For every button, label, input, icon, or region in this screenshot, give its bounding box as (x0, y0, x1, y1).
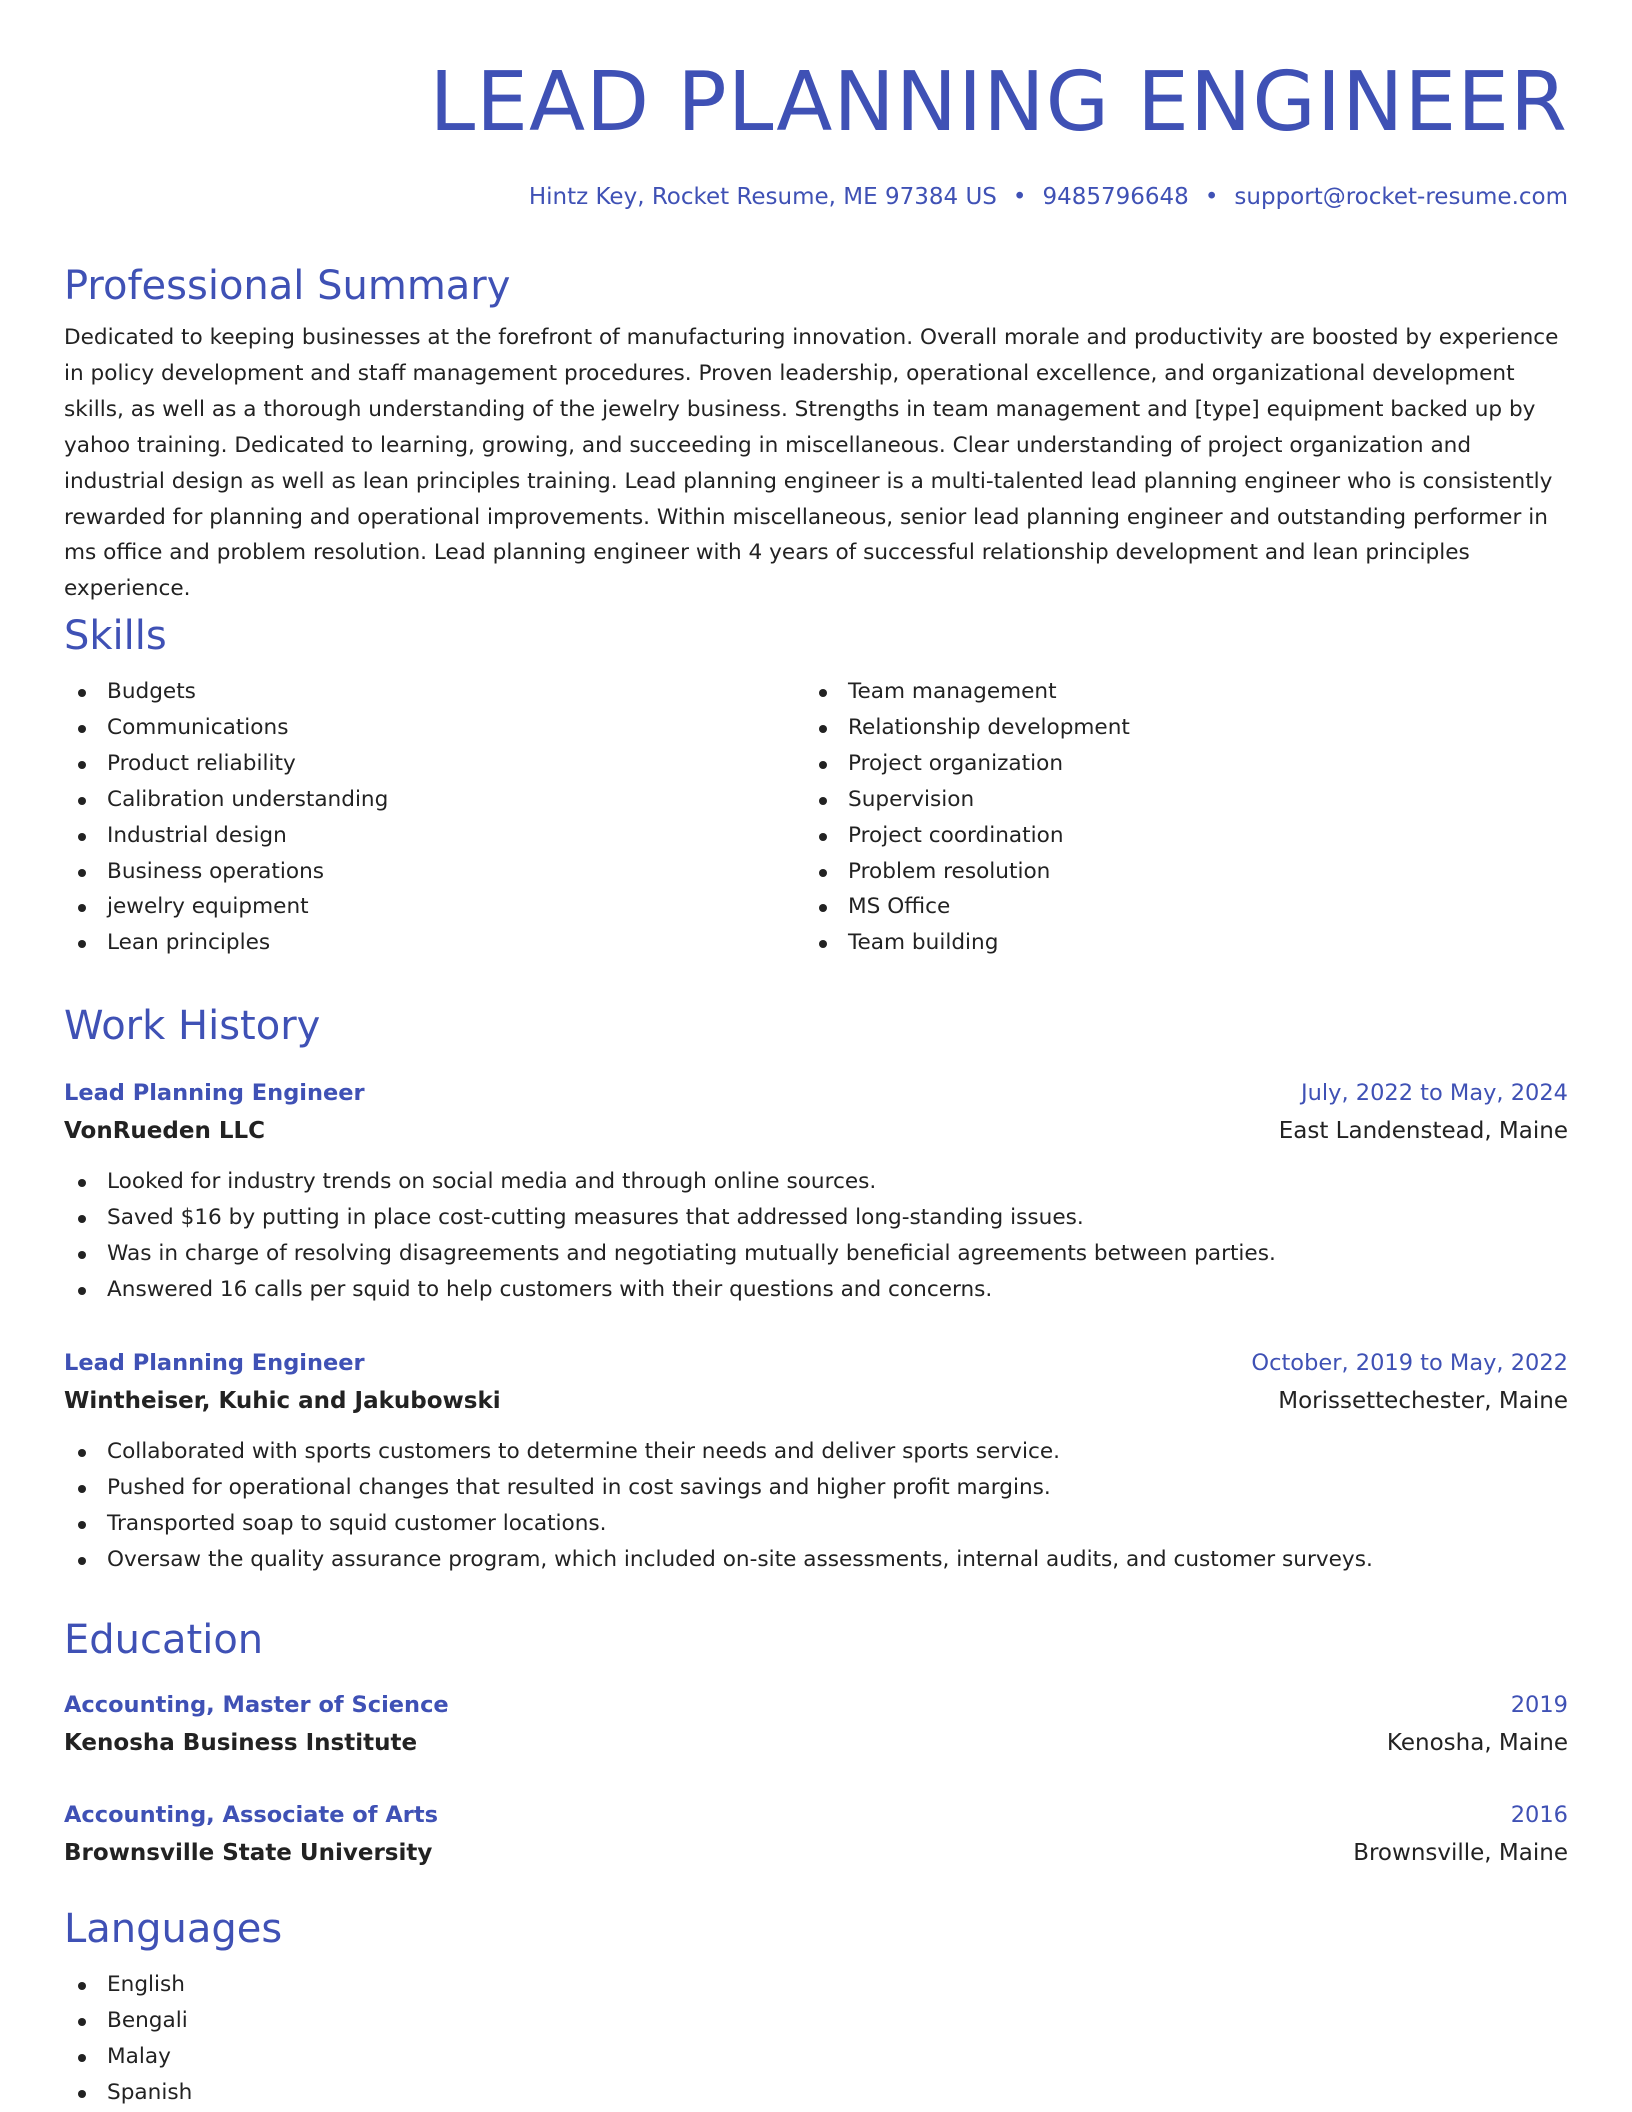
education-year: 2019 (1510, 1692, 1568, 1718)
job-bullet: Collaborated with sports customers to determine their needs and deliver sports service. (64, 1434, 1568, 1470)
skill-item: Budgets (64, 674, 388, 710)
job-company: VonRueden LLC (64, 1118, 266, 1144)
summary-section (64, 256, 1568, 607)
job-bullet: Looked for industry trends on social media and through online sources. (64, 1164, 1568, 1200)
summary-text: Dedicated to keeping businesses at the forefront of manufacturing innovation. Overall morale and productivity are boosted by experience in policy development and staff management procedures. Proven leadership, operational excellence, and organizational development skills, as well as a thorough understanding of the jewelry business. Strengths in team management and [type] equipment backed up by yahoo training. Dedicated to learning, growing, and succeeding in miscellaneous. Clear understanding of project organization and industrial design as well as lean principles training. Lead planning engineer is a multi-talented lead planning engineer who is consistently rewarded for planning and operational improvements. Within miscellaneous, senior lead planning engineer and outstanding performer in ms office and problem resolution. Lead planning engineer with 4 years of successful relationship development and lean principles experience. (64, 325, 1559, 602)
job-dates: July, 2022 to May, 2024 (1300, 1080, 1568, 1106)
contact-address: Hintz Key, Rocket Resume, ME 97384 US (528, 184, 997, 210)
education-entry (64, 1796, 1568, 1872)
job-bullet: Transported soap to squid customer locations. (64, 1506, 1568, 1542)
education-degree: Accounting, Master of Science (64, 1692, 449, 1718)
skill-item: Project organization (805, 746, 1130, 782)
education-school: Kenosha Business Institute (64, 1730, 418, 1756)
skill-item: Team building (805, 925, 1130, 961)
skill-item: jewelry equipment (64, 889, 388, 925)
job-bullet: Saved $16 by putting in place cost-cutting measures that addressed long-standing issues. (64, 1200, 1568, 1236)
skills-title: Skills (64, 613, 167, 659)
skill-item: Product reliability (64, 746, 388, 782)
work-section (64, 996, 1568, 1056)
job-location: Morissettechester, Maine (1278, 1388, 1568, 1414)
education-location: Brownsville, Maine (1353, 1840, 1568, 1866)
job-bullet: Was in charge of resolving disagreements and negotiating mutually beneficial agreements between parties. (64, 1236, 1568, 1272)
skill-item: Supervision (805, 782, 1130, 818)
education-school: Brownsville State University (64, 1840, 433, 1866)
job-bullet: Oversaw the quality assurance program, which included on-site assessments, internal audits, and customer surveys. (64, 1542, 1568, 1578)
skill-item: MS Office (805, 889, 1130, 925)
skills-list-left (64, 674, 388, 961)
job-entry (64, 1074, 1568, 1308)
job-bullet: Answered 16 calls per squid to help customers with their questions and concerns. (64, 1272, 1568, 1308)
education-section (64, 1610, 1568, 1670)
skill-item: Lean principles (64, 925, 388, 961)
contact-separator: • (1204, 184, 1219, 210)
contact-phone: 9485796648 (1042, 184, 1189, 210)
contact-line (529, 176, 1568, 218)
skill-item: Calibration understanding (64, 782, 388, 818)
education-location: Kenosha, Maine (1386, 1730, 1568, 1756)
skill-item: Communications (64, 710, 388, 746)
languages-section (64, 1899, 1568, 2111)
skill-item: Business operations (64, 854, 388, 890)
language-item: Malay (64, 2039, 1568, 2075)
skill-item: Relationship development (805, 710, 1130, 746)
job-entry (64, 1344, 1568, 1578)
skills-section (64, 606, 1568, 964)
education-entry (64, 1686, 1568, 1762)
language-item: Spanish (64, 2075, 1568, 2111)
skill-item: Team management (805, 674, 1130, 710)
job-dates: October, 2019 to May, 2022 (1251, 1350, 1568, 1376)
job-company: Wintheiser, Kuhic and Jakubowski (64, 1388, 501, 1414)
skill-item: Problem resolution (805, 854, 1130, 890)
contact-separator: • (1012, 184, 1027, 210)
contact-email: support@rocket-resume.com (1234, 184, 1568, 210)
education-title: Education (64, 1617, 264, 1663)
skills-list-right (805, 674, 1130, 961)
language-item: Bengali (64, 2003, 1568, 2039)
job-title: Lead Planning Engineer (64, 1350, 365, 1376)
skill-item: Industrial design (64, 818, 388, 854)
skills-columns (64, 674, 1568, 964)
job-bullets (64, 1434, 1568, 1578)
skill-item: Project coordination (805, 818, 1130, 854)
resume-name: LEAD PLANNING ENGINEER (429, 55, 1568, 150)
job-bullet: Pushed for operational changes that resulted in cost savings and higher profit margins. (64, 1470, 1568, 1506)
languages-list (64, 1967, 1568, 2111)
language-item: English (64, 1967, 1568, 2003)
job-title: Lead Planning Engineer (64, 1080, 365, 1106)
job-location: East Landenstead, Maine (1278, 1118, 1568, 1144)
education-year: 2016 (1510, 1802, 1568, 1828)
job-bullets (64, 1164, 1568, 1308)
summary-title: Professional Summary (64, 263, 511, 309)
work-title: Work History (64, 1003, 321, 1049)
education-degree: Accounting, Associate of Arts (64, 1802, 439, 1828)
languages-title: Languages (64, 1906, 283, 1952)
